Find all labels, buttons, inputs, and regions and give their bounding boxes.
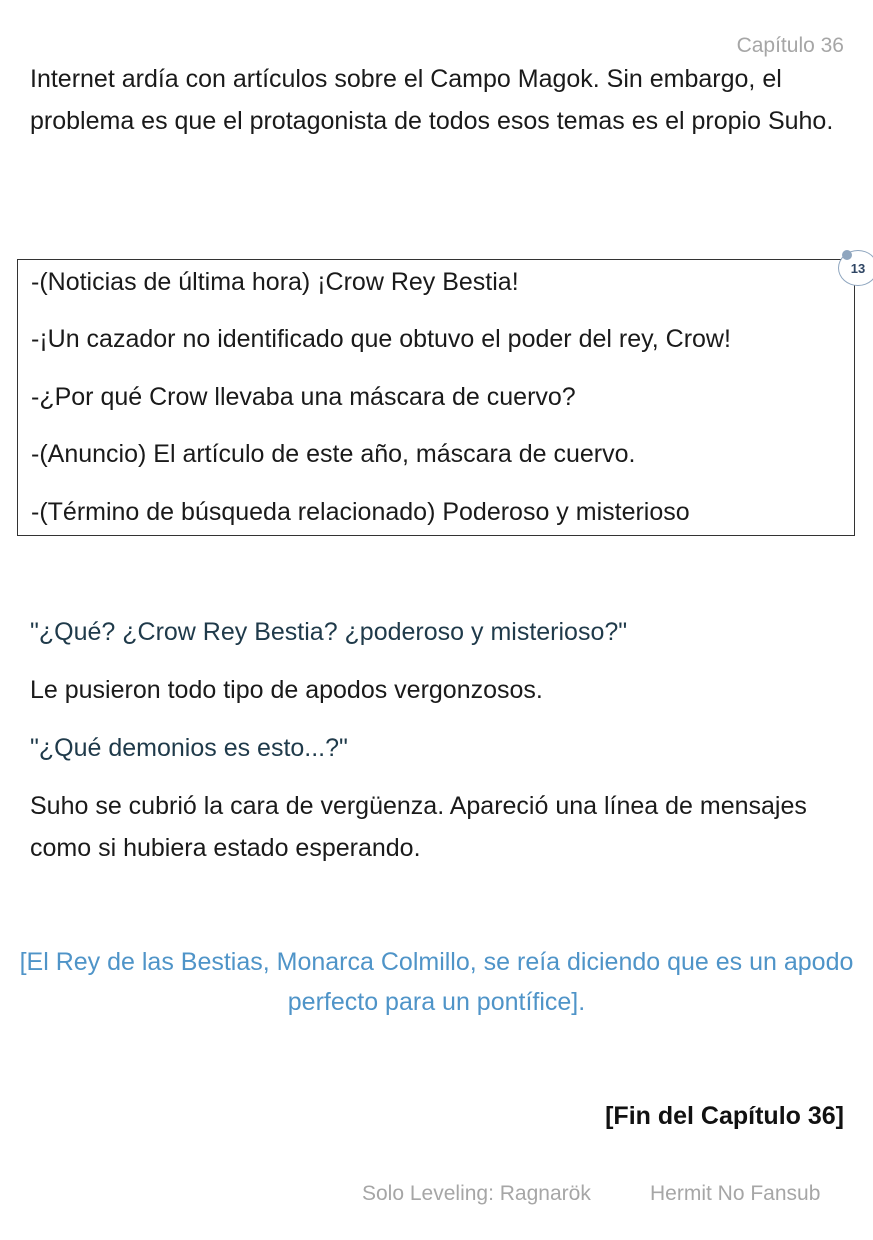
chapter-end-marker: [Fin del Capítulo 36]: [605, 1102, 844, 1130]
page-number-badge: 13: [838, 250, 873, 286]
dialogue-line: "¿Qué demonios es esto...?": [30, 734, 348, 762]
news-headline: -¡Un cazador no identificado que obtuvo el poder del rey, Crow!: [31, 325, 731, 353]
narration-line: Le pusieron todo tipo de apodos vergonzosos.: [30, 676, 543, 704]
news-headline: -(Noticias de última hora) ¡Crow Rey Bestia!: [31, 268, 519, 296]
chapter-header: Capítulo 36: [736, 34, 844, 57]
news-headline: -¿Por qué Crow llevaba una máscara de cuervo?: [31, 383, 576, 411]
narration-paragraph: Suho se cubrió la cara de vergüenza. Apareció una línea de mensajes como si hubiera estado esperando.: [30, 792, 807, 862]
news-headline: -(Término de búsqueda relacionado) Poderoso y misterioso: [31, 498, 690, 526]
page-marker-dot: [842, 250, 852, 260]
news-headline: -(Anuncio) El artículo de este año, máscara de cuervo.: [31, 440, 636, 468]
system-message: [El Rey de las Bestias, Monarca Colmillo, se reía diciendo que es un apodo perfecto para un pontífice].: [19, 948, 854, 1016]
intro-paragraph: Internet ardía con artículos sobre el Campo Magok. Sin embargo, el problema es que el protagonista de todos esos temas es el propio Suho.: [30, 65, 834, 135]
footer-series-title: Solo Leveling: Ragnarök: [362, 1182, 591, 1205]
dialogue-line: "¿Qué? ¿Crow Rey Bestia? ¿poderoso y misterioso?": [30, 618, 628, 646]
footer-group-credit: Hermit No Fansub: [650, 1182, 821, 1205]
news-headlines-box: [17, 259, 855, 536]
